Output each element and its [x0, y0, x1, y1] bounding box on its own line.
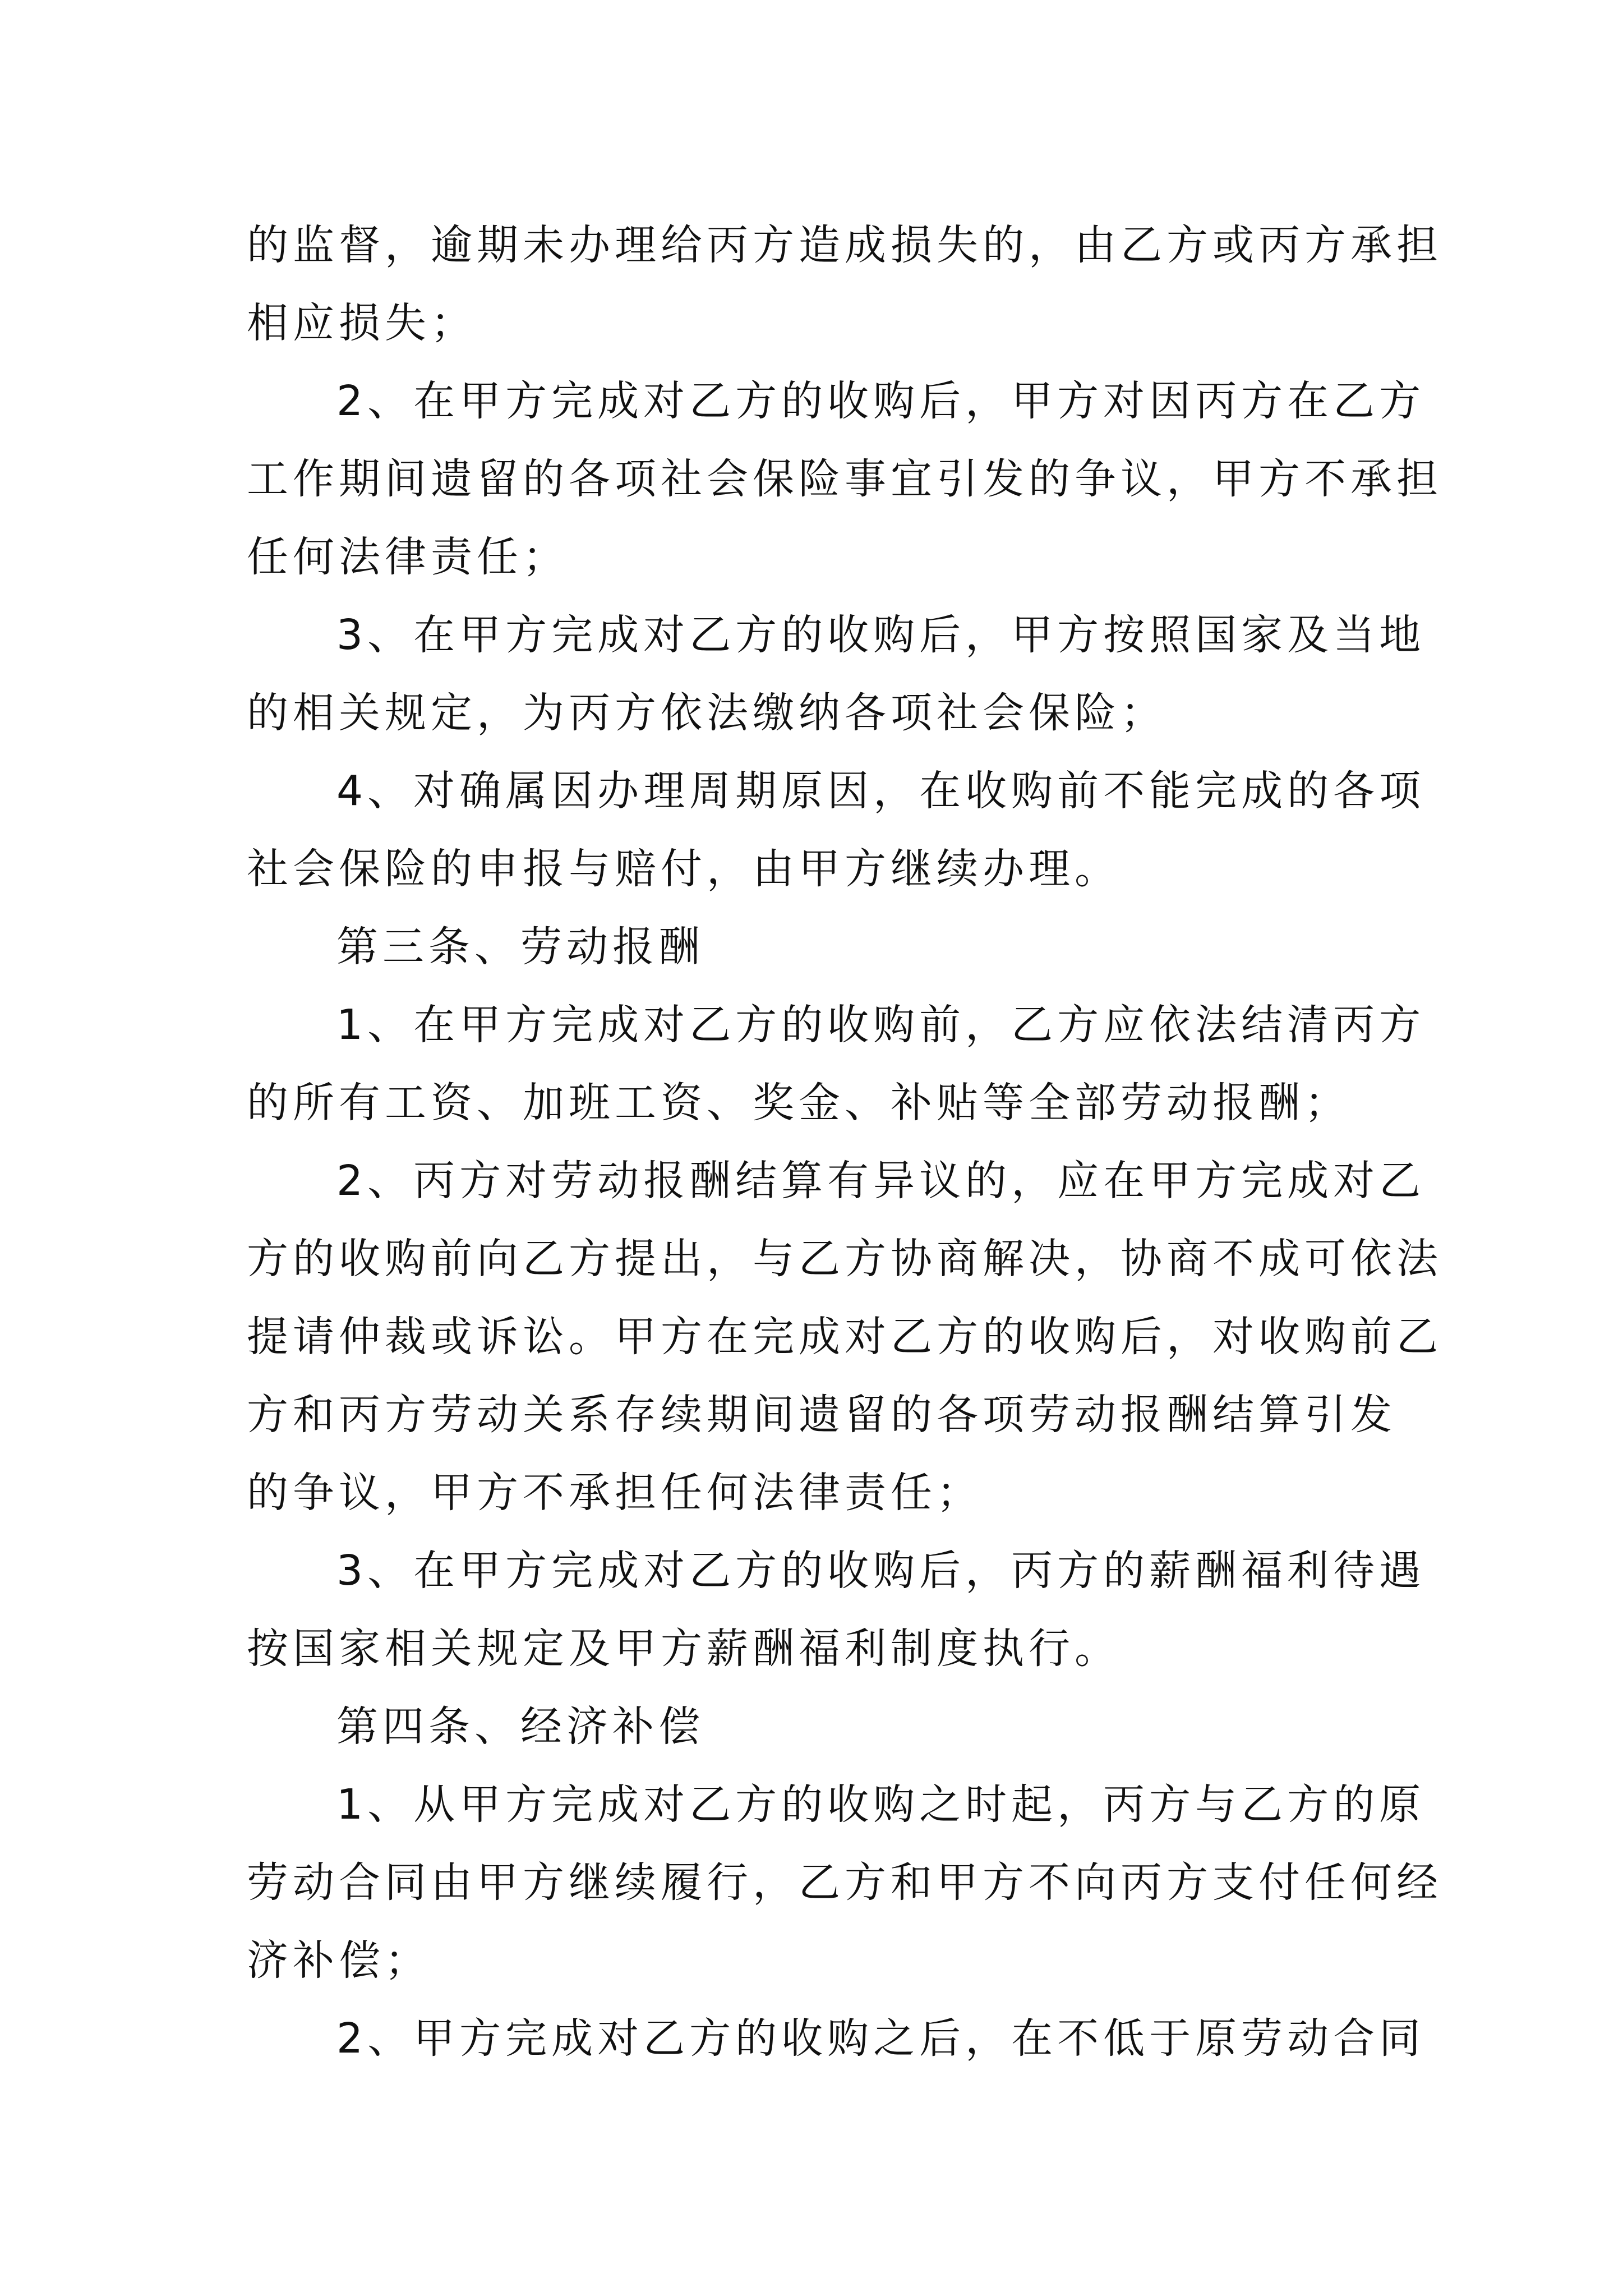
text-line: 济补偿；	[247, 1936, 431, 1985]
text-line: 按国家相关规定及甲方薪酬福利制度执行。	[247, 1625, 1121, 1673]
text-line: 2、丙方对劳动报酬结算有异议的，应在甲方完成对乙	[336, 1157, 1426, 1205]
text-line: 2、在甲方完成对乙方的收购后，甲方对因丙方在乙方	[336, 377, 1426, 425]
section-heading: 第三条、劳动报酬	[336, 923, 704, 971]
document-body	[247, 206, 1442, 2078]
text-line: 方的收购前向乙方提出，与乙方协商解决，协商不成可依法	[247, 1235, 1442, 1283]
text-line: 1、从甲方完成对乙方的收购之时起，丙方与乙方的原	[336, 1780, 1426, 1829]
text-line: 劳动合同由甲方继续履行，乙方和甲方不向丙方支付任何经	[247, 1858, 1442, 1907]
text-line: 的争议，甲方不承担任何法律责任；	[247, 1469, 983, 1517]
text-line: 社会保险的申报与赔付，由甲方继续办理。	[247, 845, 1121, 893]
text-line: 任何法律责任；	[247, 533, 569, 581]
text-line: 1、在甲方完成对乙方的收购前，乙方应依法结清丙方	[336, 1001, 1426, 1049]
text-line: 方和丙方劳动关系存续期间遗留的各项劳动报酬结算引发	[247, 1391, 1396, 1439]
text-line: 4、对确属因办理周期原因，在收购前不能完成的各项	[336, 767, 1426, 815]
text-line: 2、甲方完成对乙方的收购之后，在不低于原劳动合同	[336, 2014, 1426, 2063]
text-line: 的所有工资、加班工资、奖金、补贴等全部劳动报酬；	[247, 1079, 1350, 1127]
text-line: 的监督，逾期未办理给丙方造成损失的，由乙方或丙方承担	[247, 221, 1442, 269]
text-line: 相应损失；	[247, 299, 477, 347]
text-line: 的相关规定，为丙方依法缴纳各项社会保险；	[247, 689, 1166, 737]
text-line: 工作期间遗留的各项社会保险事宜引发的争议，甲方不承担	[247, 455, 1442, 503]
text-line: 3、在甲方完成对乙方的收购后，甲方按照国家及当地	[336, 611, 1426, 659]
text-line: 3、在甲方完成对乙方的收购后，丙方的薪酬福利待遇	[336, 1547, 1426, 1595]
section-heading: 第四条、经济补偿	[336, 1703, 704, 1751]
text-line: 提请仲裁或诉讼。甲方在完成对乙方的收购后，对收购前乙	[247, 1313, 1442, 1361]
